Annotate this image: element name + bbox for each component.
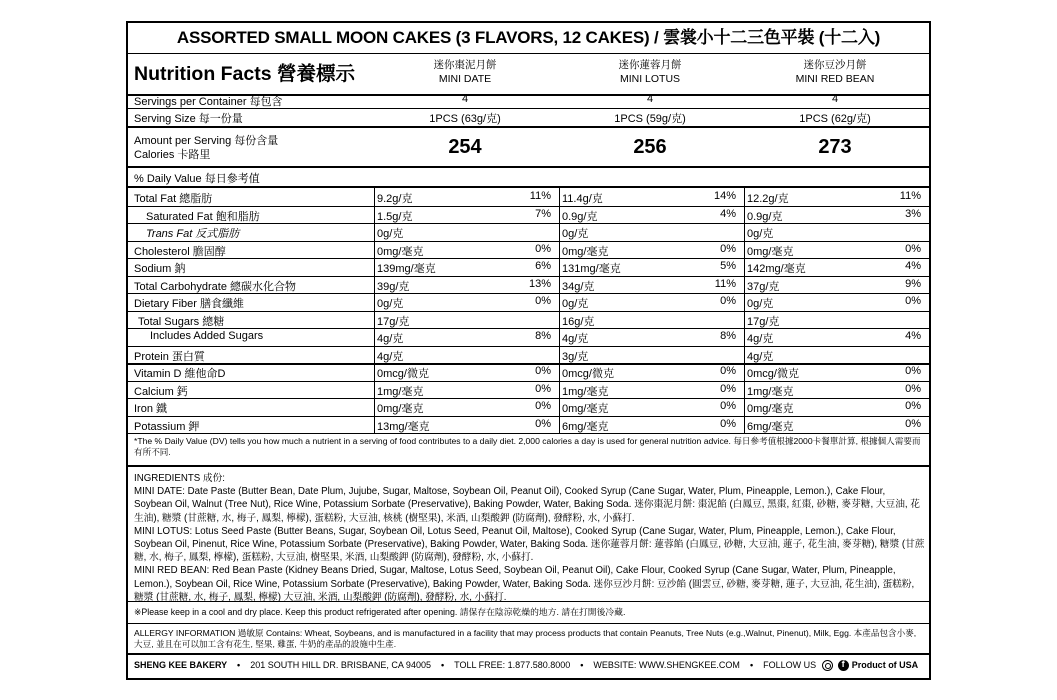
nutrient-dv: 0% <box>535 295 551 307</box>
row-divider <box>128 166 929 168</box>
nutrient-dv: 11% <box>899 190 921 202</box>
nutrient-amount: 0g/克 <box>377 228 404 240</box>
row-divider <box>128 311 929 312</box>
nutrient-amount: 0.9g/克 <box>747 210 783 223</box>
column-zh: 迷你豆沙月餅 <box>803 59 867 71</box>
servings-value: 4 <box>646 93 654 105</box>
nutrient-label: Trans Fat 反式脂肪 <box>146 228 240 240</box>
nutrition-facts-heading: Nutrition Facts 營養標示 <box>134 63 356 85</box>
row-divider <box>128 416 929 417</box>
separator: • <box>440 660 445 670</box>
ingredients-mini-lotus: MINI LOTUS: Lotus Seed Paste (Butter Beans, Sugar, Soybean Oil, Lotus Seed, Peanut Oil, Maltose), Cooked Syrup (Cane Sugar, Water, Plum, Pineapple, Lemon.), Cake Flour, Soybean Oil, Pinenut, Rice Wine, Potassium Sorbate (Preservative), Baking Powder, Water, Baking Soda. 迷你蓮蓉月餅: 蓮蓉餡 (白鳳豆, 砂糖, 大豆油, 蓮子, 花生油, 麥芽糖), 糖漿 (甘蔗糖, 水, 梅子, 鳳梨, 檸檬), 蛋糕粉, 大豆油, 樹堅果, 米酒, 山梨酸鉀 (防腐劑), 發酵粉, 水, 小蘇打. <box>134 525 925 564</box>
nutrient-label: Includes Added Sugars <box>150 330 264 342</box>
nutrient-amount: 1.5g/克 <box>377 210 413 223</box>
nutrient-amount: 142mg/毫克 <box>747 263 806 275</box>
column-zh: 迷你蓮蓉月餅 <box>618 59 682 71</box>
nutrient-amount: 0g/克 <box>747 228 774 240</box>
nutrient-dv: 7% <box>535 207 551 220</box>
nutrient-dv: 4% <box>905 330 921 342</box>
nutrient-dv: 0% <box>720 382 736 395</box>
nutrient-label: Cholesterol 膽固醇 <box>134 245 226 258</box>
nutrient-label: Dietary Fiber 膳食纖維 <box>134 298 245 310</box>
separator: • <box>237 660 241 670</box>
row-divider <box>128 223 929 224</box>
facebook-icon[interactable] <box>838 660 849 671</box>
column-zh: 迷你棗泥月餅 <box>433 59 497 71</box>
nutrient-dv: 14% <box>713 190 736 202</box>
nutrient-dv: 11% <box>529 190 551 202</box>
nutrient-amount: 1mg/毫克 <box>377 385 424 398</box>
nutrient-label: Sodium 鈉 <box>134 263 186 275</box>
calories-value: 254 <box>448 136 482 158</box>
nutrient-dv: 0% <box>535 382 551 395</box>
nutrient-amount: 1mg/毫克 <box>562 385 609 398</box>
nutrient-amount: 131mg/毫克 <box>562 263 621 275</box>
serving-size-value: 1PCS (63g/克) <box>429 113 501 125</box>
row-divider <box>128 186 929 188</box>
nutrient-amount: 0.9g/克 <box>562 210 598 223</box>
nutrient-amount: 139mg/毫克 <box>377 263 436 275</box>
separator: • <box>749 660 754 670</box>
calories-label: Calories 卡路里 <box>134 149 211 161</box>
company-phone: TOLL FREE: 1.877.580.8000 <box>454 660 571 670</box>
product-title: ASSORTED SMALL MOON CAKES (3 FLAVORS, 12 CAKES) / 雲裳小十二三色平裝 (十二入) <box>128 23 929 54</box>
nutrient-amount: 39g/克 <box>377 280 410 293</box>
nutrient-amount: 6mg/毫克 <box>562 420 609 433</box>
nutrient-dv: 0% <box>905 417 921 430</box>
dv-footnote: *The % Daily Value (DV) tells you how much a nutrient in a serving of food contributes to a daily diet. 2,000 calories a day is used for general nutrition advice. 每日參考值根據2000卡餐單計算, 根據個人需要而有所不同. <box>134 436 921 457</box>
section-divider <box>128 623 929 624</box>
nutrient-label: Vitamin D 維他命D <box>134 368 226 380</box>
calories-value: 256 <box>633 136 667 158</box>
row-divider <box>128 108 929 109</box>
nutrient-dv: 11% <box>714 277 736 290</box>
servings-value: 4 <box>831 93 839 105</box>
nutrient-dv: 0% <box>535 417 551 430</box>
row-divider <box>128 328 929 329</box>
amount-label: Amount per Serving 每份含量 <box>134 135 279 147</box>
nutrient-dv: 0% <box>720 365 736 377</box>
dv-label: % Daily Value 每日參考值 <box>134 173 260 185</box>
nutrient-amount: 0mg/毫克 <box>747 403 794 415</box>
nutrition-label <box>126 21 931 680</box>
nutrient-amount: 34g/克 <box>562 280 595 293</box>
nutrient-amount: 4g/克 <box>377 350 404 363</box>
nutrient-amount: 13mg/毫克 <box>377 420 430 433</box>
nutrient-dv: 8% <box>535 330 551 342</box>
nutrient-amount: 1mg/毫克 <box>747 385 794 398</box>
nutrient-dv: 4% <box>905 260 921 272</box>
nutrient-amount: 0mg/毫克 <box>562 245 609 258</box>
row-divider <box>128 398 929 399</box>
column-divider <box>559 188 560 433</box>
ingredients-heading: INGREDIENTS 成份: <box>134 473 225 484</box>
nutrient-label: Total Sugars 總糖 <box>138 315 225 328</box>
nutrient-amount: 0g/克 <box>562 298 589 310</box>
column-divider <box>374 188 375 433</box>
nutrient-dv: 0% <box>535 400 551 412</box>
row-divider <box>128 381 929 382</box>
column-en: MINI RED BEAN <box>795 73 875 85</box>
servings-label: Servings per Container 每包含 <box>134 96 283 108</box>
nutrient-dv: 0% <box>535 242 551 255</box>
nutrient-amount: 11.4g/克 <box>562 193 603 205</box>
nutrient-dv: 0% <box>535 365 551 377</box>
nutrient-dv: 0% <box>720 295 736 307</box>
nutrient-dv: 9% <box>905 277 921 290</box>
nutrient-label: Iron 鐵 <box>134 403 168 415</box>
follow-us: FOLLOW US <box>763 660 817 670</box>
nutrient-amount: 0mg/毫克 <box>377 403 424 415</box>
nutrient-amount: 0mg/毫克 <box>562 403 609 415</box>
nutrient-amount: 3g/克 <box>562 350 589 363</box>
product-origin: Product of USA <box>851 660 919 670</box>
row-divider <box>128 126 929 128</box>
nutrient-dv: 13% <box>528 277 551 290</box>
nutrient-amount: 17g/克 <box>377 315 410 328</box>
nutrient-amount: 6mg/毫克 <box>747 420 794 433</box>
nutrient-label: Total Carbohydrate 總碳水化合物 <box>134 280 296 293</box>
nutrient-label: Calcium 鈣 <box>134 385 188 398</box>
nutrient-amount: 0g/克 <box>377 298 404 310</box>
nutrient-label: Potassium 鉀 <box>134 420 200 433</box>
row-divider <box>128 206 929 207</box>
nutrient-dv: 3% <box>905 207 921 220</box>
storage-note: ※Please keep in a cool and dry place. Keep this product refrigerated after opening. 請保存在陰涼乾燥的地方. 請在打開後冷藏. <box>134 607 626 617</box>
nutrient-amount: 0mg/毫克 <box>377 245 424 258</box>
column-divider <box>744 188 745 433</box>
company-footer <box>134 660 926 671</box>
separator: • <box>580 660 584 670</box>
allergy-info: ALLERGY INFORMATION 過敏原 Contains: Wheat, Soybeans, and is manufactured in a facility that may process products that contain Peanuts, Tree Nuts (e.g.,Walnut, Pinenut), Milk, Egg. 本產品包含小麥, 大豆, 並且在可以加工含有花生, 堅果, 雞蛋, 牛奶的產品的設施中生產. <box>134 628 917 649</box>
company-website: WEBSITE: WWW.SHENGKEE.COM <box>593 660 740 670</box>
nutrient-amount: 16g/克 <box>562 315 595 328</box>
nutrient-dv: 0% <box>905 382 921 395</box>
column-en: MINI DATE <box>438 73 492 85</box>
ingredients-mini-red-bean: MINI RED BEAN: Red Bean Paste (Kidney Beans Dried, Sugar, Maltose, Lotus Seed, Soybean Oil, Peanut Oil), Cake Flour, Cooked Syrup (Cane Sugar, Water, Plum, Pineapple, Lemon.), Soybean Oil, Rice Wine, Potassium Sorbate (Preservative), Baking Powder, Water, Baking Soda. 迷你豆沙月餅: 豆沙餡 (圓雲豆, 砂糖, 麥芽糖, 蓮子, 大豆油, 花生油), 蛋糕粉, 糖漿 (甘蔗糖, 水, 梅子, 鳳梨, 檸檬) 大豆油, 米酒, 山梨酸鉀 (防腐劑), 發酵粉, 水, 小蘇打. <box>134 565 915 603</box>
row-divider <box>128 346 929 347</box>
nutrient-dv: 4% <box>720 207 736 220</box>
section-divider <box>128 465 929 467</box>
nutrient-dv: 0% <box>720 242 736 255</box>
serving-size-value: 1PCS (62g/克) <box>799 113 871 125</box>
nutrient-dv: 0% <box>905 365 921 377</box>
nutrient-amount: 4g/克 <box>377 333 404 345</box>
row-divider <box>128 276 929 277</box>
nutrient-amount: 0g/克 <box>747 298 774 310</box>
ingredients-mini-date: MINI DATE: Date Paste (Butter Bean, Date Plum, Jujube, Sugar, Maltose, Soybean Oil, Peanut Oil), Cooked Syrup (Cane Sugar, Water, Plum, Pineapple, Lemon.), Cake Flour, Soybean Oil, Walnut (Tree Nut), Rice Wine, Potassium Sorbate (Preservative), Baking Powder, Water, Baking Soda. 迷你棗泥月餅: 棗泥餡 (白鳳豆, 黑棗, 紅棗, 砂糖, 麥芽糖, 大豆油, 花生油), 糖漿 (甘蔗糖, 水, 梅子, 鳳梨, 檸檬), 蛋糕粉, 大豆油, 核桃 (樹堅果), 米酒, 山梨酸鉀 (防腐劑), 發酵粉, 水, 小蘇打. <box>134 486 920 524</box>
serving-size-value: 1PCS (59g/克) <box>614 113 686 125</box>
company-name: SHENG KEE BAKERY <box>134 660 228 670</box>
row-divider <box>128 433 929 434</box>
nutrient-label: Total Fat 總脂肪 <box>134 193 213 205</box>
nutrient-dv: 6% <box>535 260 551 272</box>
nutrient-amount: 4g/克 <box>562 333 589 345</box>
nutrient-dv: 0% <box>905 242 921 255</box>
nutrient-amount: 9.2g/克 <box>377 193 413 205</box>
nutrient-label: Protein 蛋白質 <box>134 350 205 363</box>
nutrient-amount: 4g/克 <box>747 333 774 345</box>
column-en: MINI LOTUS <box>619 73 681 85</box>
section-divider <box>128 601 929 602</box>
instagram-icon[interactable] <box>822 660 833 671</box>
nutrient-dv: 0% <box>905 400 921 412</box>
row-divider <box>128 241 929 242</box>
row-divider <box>128 293 929 294</box>
nutrient-amount: 0mcg/微克 <box>747 368 799 380</box>
nutrient-amount: 0g/克 <box>562 228 589 240</box>
nutrient-dv: 5% <box>720 260 736 272</box>
ingredients-section <box>134 472 926 604</box>
calories-value: 273 <box>818 136 852 158</box>
nutrient-amount: 37g/克 <box>747 280 780 293</box>
nutrient-amount: 17g/克 <box>747 315 780 328</box>
section-divider <box>128 653 929 655</box>
nutrient-amount: 0mg/毫克 <box>747 245 794 258</box>
nutrient-dv: 8% <box>720 330 736 342</box>
nutrient-dv: 0% <box>720 400 736 412</box>
nutrient-amount: 12.2g/克 <box>747 193 789 205</box>
nutrient-dv: 0% <box>905 295 921 307</box>
nutrient-amount: 4g/克 <box>747 350 774 363</box>
servings-value: 4 <box>461 93 469 105</box>
nutrient-amount: 0mcg/微克 <box>562 368 614 380</box>
row-divider <box>128 258 929 259</box>
company-address: 201 SOUTH HILL DR. BRISBANE, CA 94005 <box>250 660 431 670</box>
serving-size-label: Serving Size 每一份量 <box>134 113 243 125</box>
nutrient-dv: 0% <box>720 417 736 430</box>
nutrient-label: Saturated Fat 飽和脂肪 <box>146 210 260 223</box>
nutrient-amount: 0mcg/微克 <box>377 368 429 380</box>
